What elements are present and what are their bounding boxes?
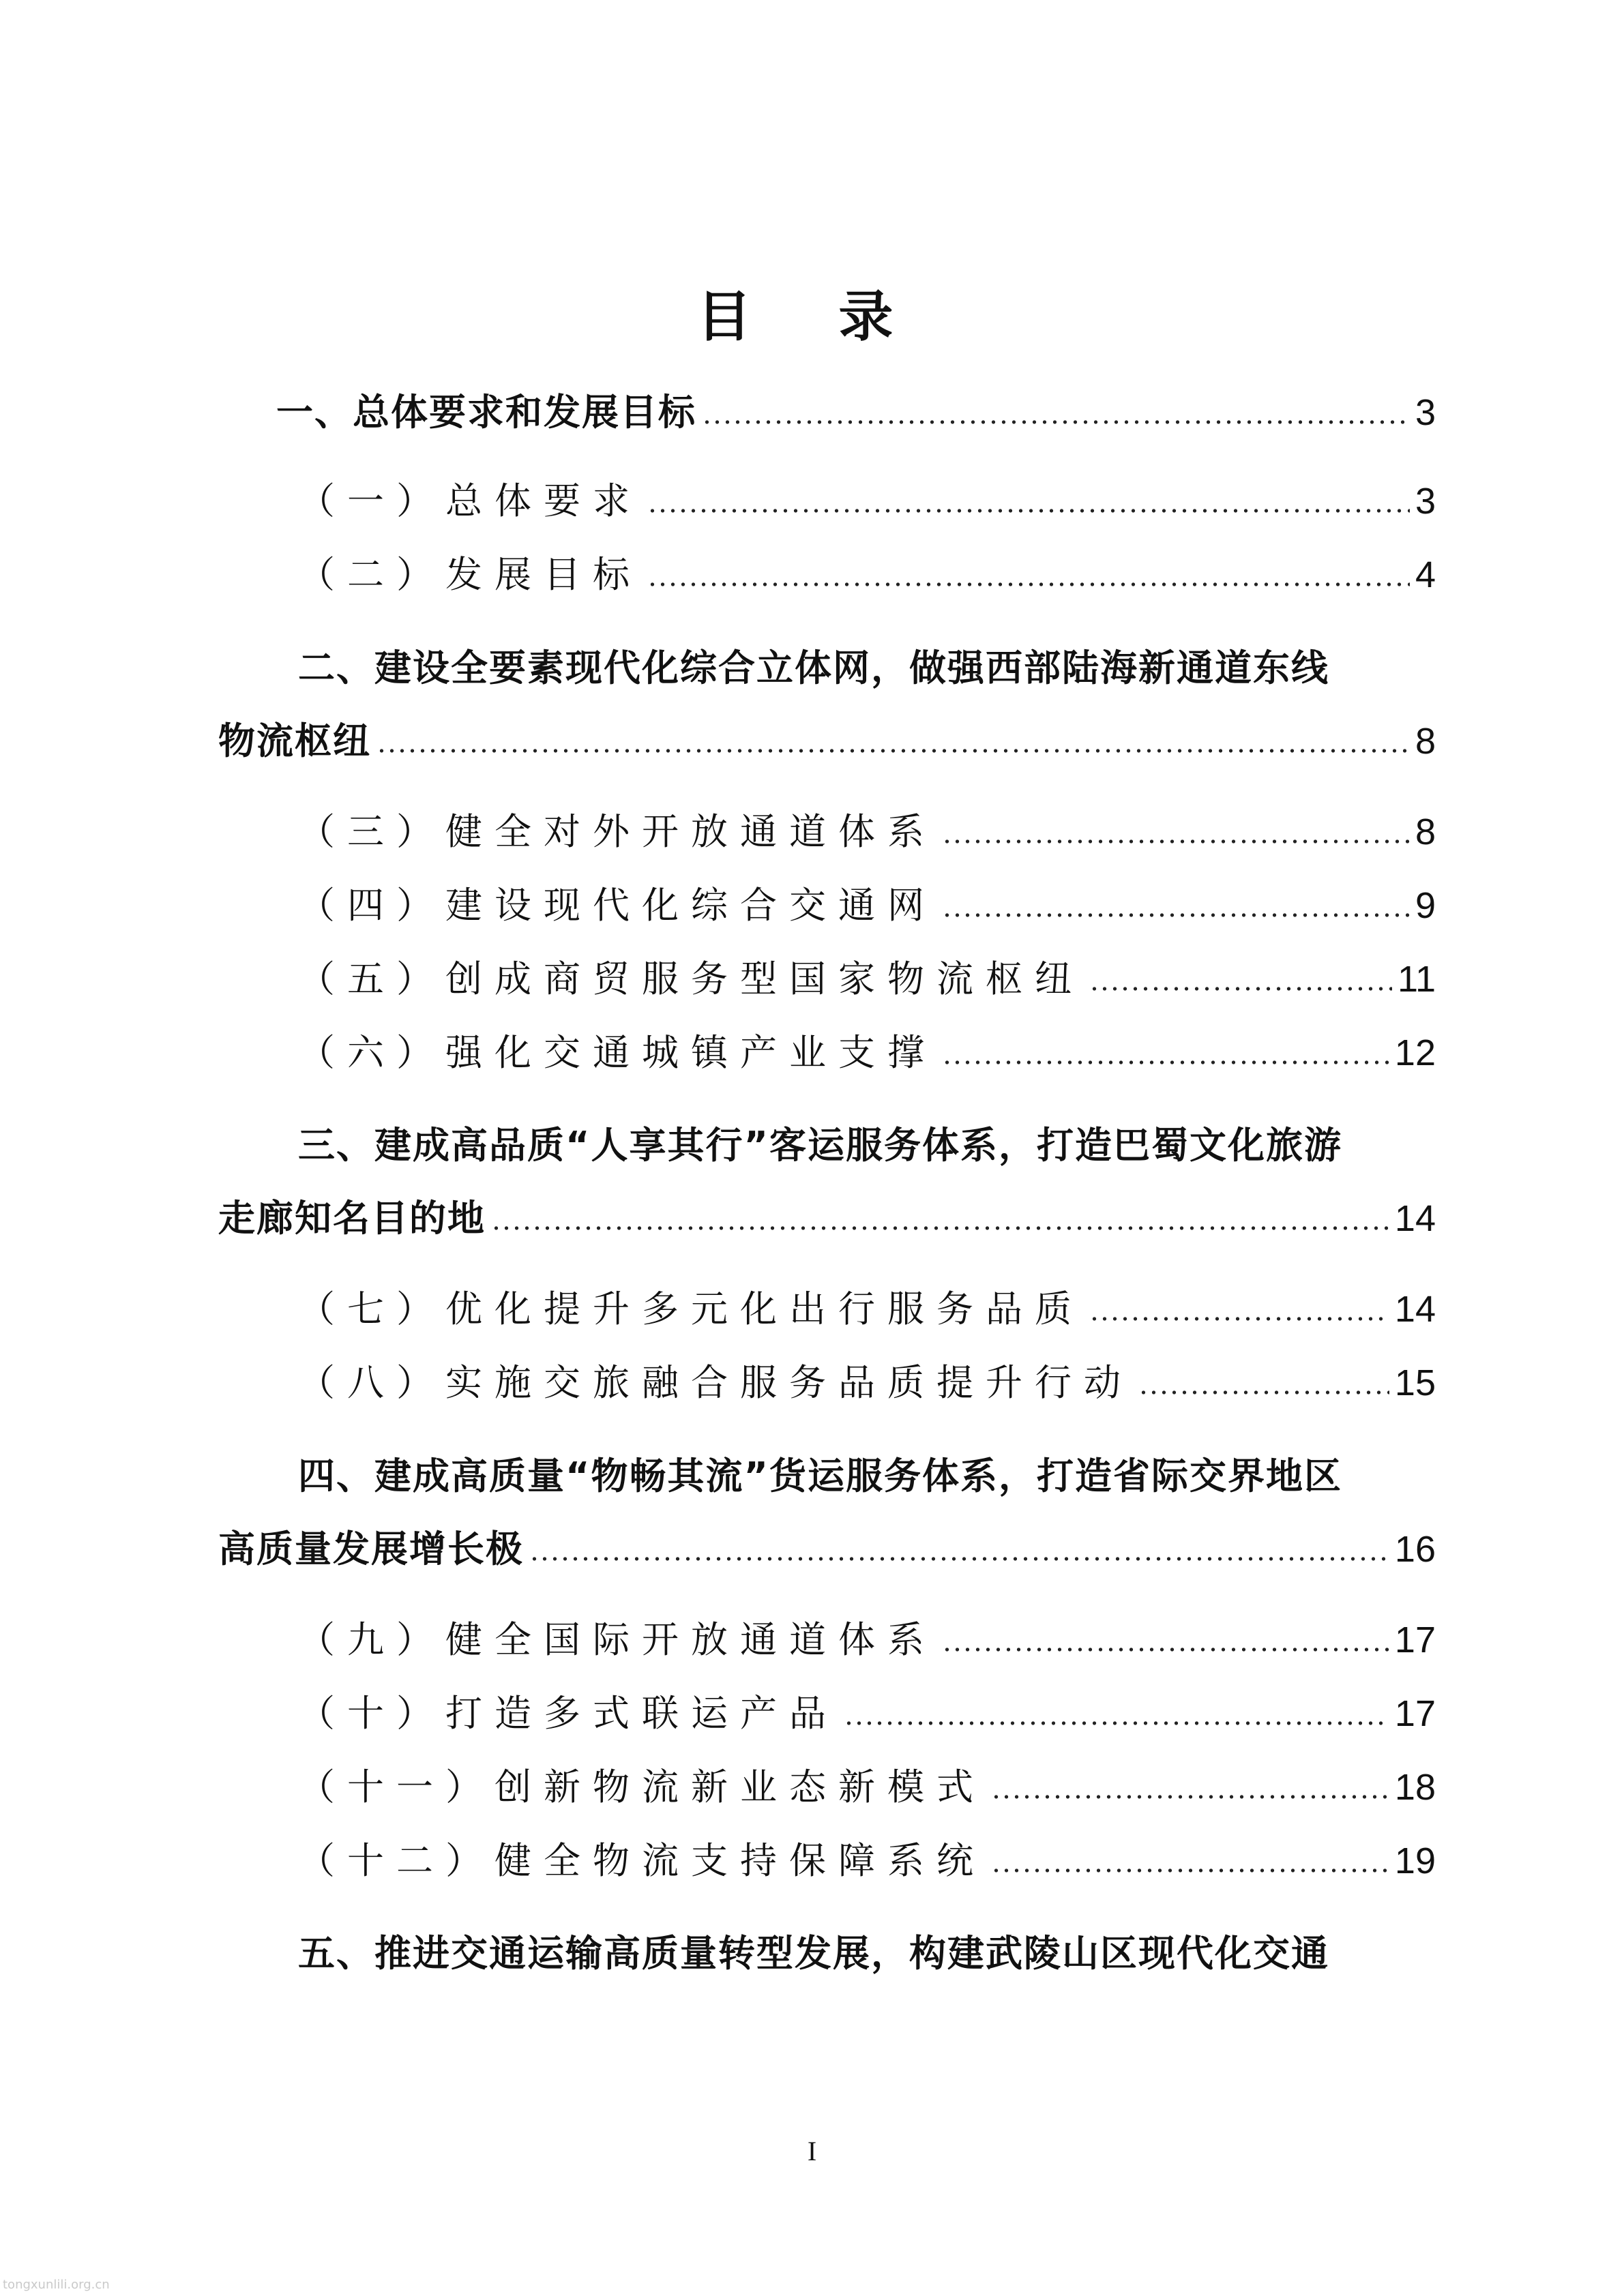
toc-page-number: 14 [1394, 1198, 1436, 1239]
dot-leader [702, 419, 1410, 426]
toc-entry-label: （十一）创新物流新业态新模式 [298, 1765, 986, 1808]
dot-leader [991, 1867, 1389, 1874]
toc-entry[interactable] [298, 1285, 1436, 1333]
toc-page-number: 18 [1394, 1767, 1436, 1808]
dot-leader [647, 581, 1410, 588]
toc-entry[interactable] [298, 551, 1436, 599]
toc-entry-label: 高质量发展增长极 [218, 1527, 524, 1570]
toc-heading-line: 五、推进交通运输高质量转型发展，构建武陵山区现代化交通 [298, 1932, 1329, 1975]
toc-page-number: 9 [1415, 885, 1436, 926]
dot-leader [491, 1225, 1389, 1232]
toc-entry-label: （七）优化提升多元化出行服务品质 [298, 1287, 1084, 1330]
dot-leader [991, 1793, 1389, 1800]
toc-entry-label: （一）总体要求 [298, 479, 642, 522]
toc-entry-label: （九）健全国际开放通道体系 [298, 1618, 936, 1661]
toc-page-number: 19 [1394, 1840, 1436, 1881]
dot-leader [529, 1555, 1389, 1562]
dot-leader [1089, 1315, 1389, 1322]
toc-entry[interactable] [298, 1837, 1436, 1885]
page-number: I [807, 2136, 817, 2166]
toc-entry[interactable] [298, 1359, 1436, 1407]
toc-page-number: 8 [1415, 721, 1436, 762]
dot-leader [1089, 985, 1392, 992]
toc-entry[interactable] [298, 1690, 1436, 1738]
toc-entry[interactable] [218, 717, 1436, 765]
dot-leader [942, 1646, 1389, 1653]
toc-entry-label: 物流枢纽 [218, 719, 371, 762]
dot-leader [844, 1720, 1389, 1727]
dot-leader [1138, 1389, 1389, 1396]
toc-heading-line: 二、建设全要素现代化综合立体网，做强西部陆海新通道东线 [298, 646, 1329, 689]
toc-entry-label: （五）创成商贸服务型国家物流枢纽 [298, 957, 1084, 1000]
page-title: 目 录 [696, 285, 928, 348]
toc-entry-label: 走廊知名目的地 [218, 1197, 486, 1240]
dot-leader [647, 507, 1410, 514]
toc-entry[interactable] [276, 389, 1436, 436]
toc-page-number: 16 [1394, 1529, 1436, 1570]
toc-entry-label: （二）发展目标 [298, 553, 642, 596]
dot-leader [377, 747, 1410, 754]
dot-leader [942, 838, 1410, 845]
toc-entry[interactable] [298, 477, 1436, 525]
toc-entry[interactable] [298, 1763, 1436, 1811]
toc-page-number: 17 [1394, 1693, 1436, 1734]
toc-entry[interactable] [298, 808, 1436, 856]
toc-entry-label: （十）打造多式联运产品 [298, 1692, 838, 1735]
toc-page-number: 15 [1394, 1362, 1436, 1403]
toc-page-number: 3 [1415, 481, 1436, 522]
toc-entry-label: （四）建设现代化综合交通网 [298, 884, 936, 927]
toc-heading-line: 四、建成高质量“物畅其流”货运服务体系，打造省际交界地区 [298, 1455, 1342, 1497]
toc-entry[interactable] [218, 1195, 1436, 1242]
dot-leader [942, 912, 1410, 919]
toc-page-number: 8 [1415, 811, 1436, 852]
toc-entry[interactable] [298, 882, 1436, 929]
toc-page-number: 4 [1415, 554, 1436, 595]
toc-page-number: 12 [1394, 1032, 1436, 1073]
toc-entry-label: 一、总体要求和发展目标 [276, 391, 696, 434]
toc-entry-label: （三）健全对外开放通道体系 [298, 810, 936, 853]
toc-entry[interactable] [298, 955, 1436, 1003]
toc-page-number: 3 [1415, 392, 1436, 433]
watermark-text: tongxunlili.org.cn [3, 2278, 110, 2292]
toc-entry[interactable] [218, 1525, 1436, 1573]
toc-page-number: 14 [1394, 1289, 1436, 1330]
toc-page-number: 11 [1397, 959, 1436, 1000]
toc-entry[interactable] [298, 1616, 1436, 1664]
dot-leader [942, 1059, 1389, 1066]
toc-entry-label: （六）强化交通城镇产业支撑 [298, 1031, 936, 1074]
toc-entry-label: （八）实施交旅融合服务品质提升行动 [298, 1361, 1133, 1404]
toc-page-number: 17 [1394, 1620, 1436, 1660]
toc-entry[interactable] [298, 1029, 1436, 1077]
toc-heading-line: 三、建成高品质“人享其行”客运服务体系，打造巴蜀文化旅游 [298, 1124, 1342, 1167]
toc-entry-label: （十二）健全物流支持保障系统 [298, 1839, 986, 1882]
